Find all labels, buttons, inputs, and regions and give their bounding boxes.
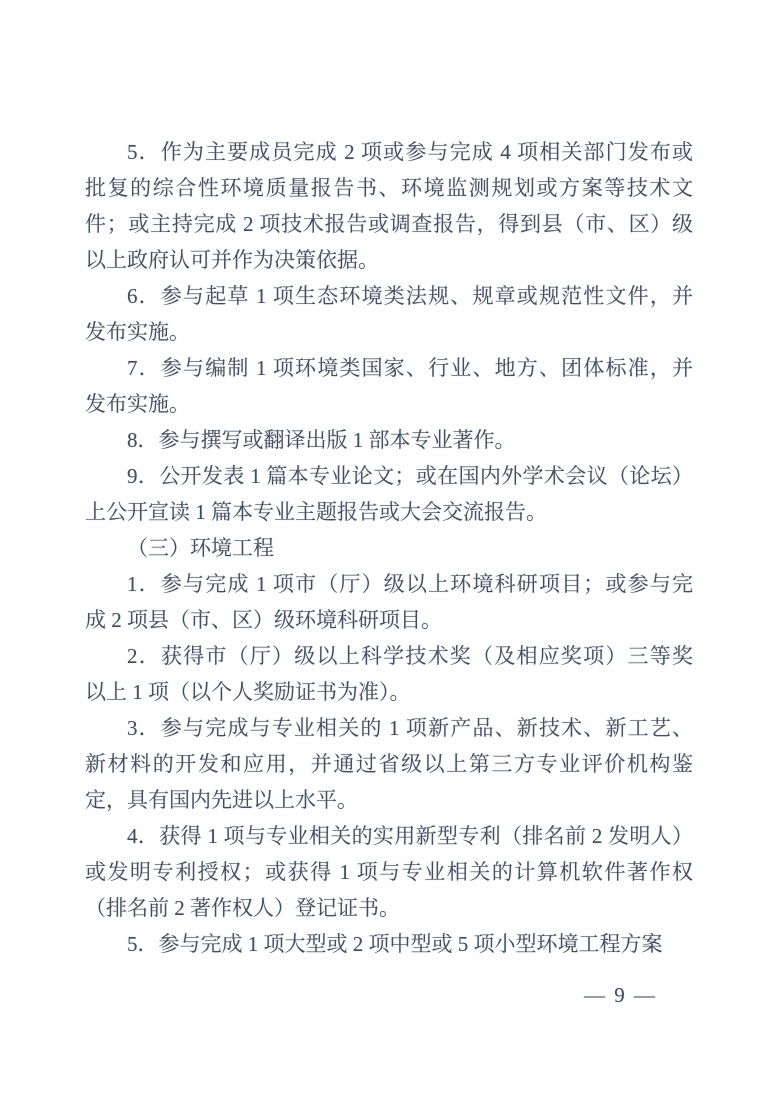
paragraph (85, 458, 693, 530)
paragraph (85, 566, 693, 638)
paragraph (85, 134, 693, 278)
text-line: 以上 1 项（以个人奖励证书为准）。 (85, 680, 411, 704)
text-line: 7．参与编制 1 项环境类国家、行业、地方、团体标准，并 (127, 356, 693, 380)
paragraph (85, 710, 693, 818)
paragraph (85, 278, 693, 350)
text-line: 定，具有国内先进以上水平。 (85, 788, 358, 812)
text-line: 批复的综合性环境质量报告书、环境监测规划或方案等技术文 (85, 176, 693, 200)
text-line: 以上政府认可并作为决策依据。 (85, 248, 379, 272)
text-line: 5．作为主要成员完成 2 项或参与完成 4 项相关部门发布或 (127, 140, 693, 164)
text-line: 5．参与完成 1 项大型或 2 项中型或 5 项小型环境工程方案 (127, 932, 663, 956)
text-line: 发布实施。 (85, 392, 190, 416)
text-line: 新材料的开发和应用，并通过省级以上第三方专业评价机构鉴 (85, 752, 693, 776)
text-line: 9．公开发表 1 篇本专业论文；或在国内外学术会议（论坛） (127, 464, 693, 488)
paragraph (85, 422, 693, 458)
text-line: 3．参与完成与专业相关的 1 项新产品、新技术、新工艺、 (127, 716, 693, 740)
text-line: 成 2 项县（市、区）级环境科研项目。 (85, 608, 442, 632)
text-line: 8．参与撰写或翻译出版 1 部本专业著作。 (127, 428, 516, 452)
paragraph (85, 926, 693, 962)
text-line: （三）环境工程 (127, 536, 274, 560)
text-line: 上公开宣读 1 篇本专业主题报告或大会交流报告。 (85, 500, 547, 524)
text-line: 6．参与起草 1 项生态环境类法规、规章或规范性文件，并 (127, 284, 693, 308)
text-line: 4．获得 1 项与专业相关的实用新型专利（排名前 2 发明人） (127, 824, 693, 848)
text-line: 或发明专利授权；或获得 1 项与专业相关的计算机软件著作权 (85, 860, 693, 884)
page-number: — 9 — (584, 983, 657, 1007)
text-line: 发布实施。 (85, 320, 190, 344)
text-line: （排名前 2 著作权人）登记证书。 (85, 896, 400, 920)
paragraph (85, 530, 693, 566)
paragraph (85, 350, 693, 422)
document-body (85, 134, 693, 962)
paragraph (85, 818, 693, 926)
paragraph (85, 638, 693, 710)
text-line: 2．获得市（厅）级以上科学技术奖（及相应奖项）三等奖 (127, 644, 693, 668)
page-footer (584, 977, 657, 1013)
text-line: 1．参与完成 1 项市（厅）级以上环境科研项目；或参与完 (127, 572, 693, 596)
text-line: 件；或主持完成 2 项技术报告或调查报告，得到县（市、区）级 (85, 212, 693, 236)
